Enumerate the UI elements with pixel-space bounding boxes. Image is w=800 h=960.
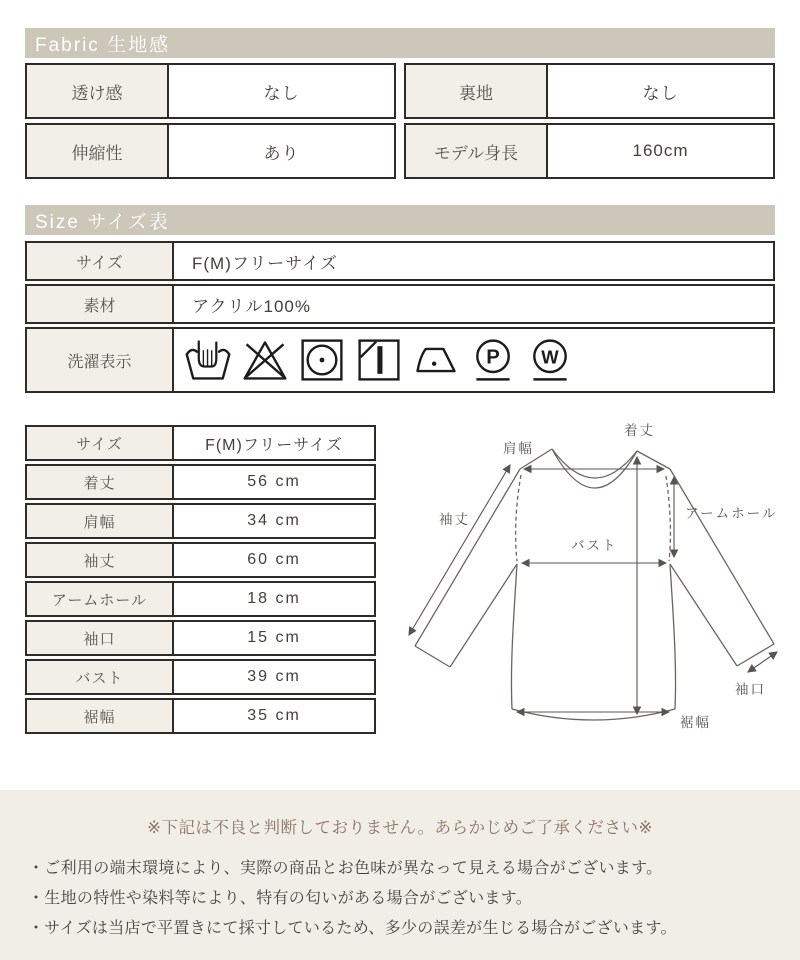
measure-value: 15 cm [247, 629, 301, 646]
measure-row-shoulder [25, 503, 376, 539]
measurements-table [25, 425, 376, 734]
garment-measurement-diagram [397, 413, 792, 753]
fabric-value: 160cm [632, 141, 689, 160]
measure-label: 袖口 [27, 622, 174, 654]
diagram-label-armhole: アームホール [685, 506, 778, 521]
care-label: 洗濯表示 [27, 329, 174, 391]
fabric-value: あり [263, 143, 300, 163]
measure-row-armhole [25, 581, 376, 617]
measure-value: 56 cm [247, 473, 301, 490]
diagram-label-shoulder: 肩幅 [503, 441, 534, 456]
measure-label: サイズ [27, 427, 174, 459]
care-symbols [174, 329, 773, 391]
garment-outline [415, 449, 774, 720]
disclaimer-list [28, 854, 772, 944]
measure-label: 裾幅 [27, 700, 174, 732]
size-section-title: Size サイズ表 [35, 211, 170, 233]
fabric-value: なし [263, 83, 300, 103]
disclaimer-section [0, 790, 800, 960]
measurements-header-row [25, 425, 376, 461]
disclaimer-item: ・ご利用の端末環境により、実際の商品とお色味が異なって見える場合がございます。 [28, 860, 663, 877]
diagram-label-hem: 裾幅 [680, 715, 711, 730]
fabric-section-title: Fabric 生地感 [35, 34, 171, 56]
measurements-area [25, 423, 778, 755]
measure-row-cuff [25, 620, 376, 656]
size-info-value: F(M)フリーサイズ [192, 253, 338, 273]
disclaimer-title: ※下記は不良と判断しておりません。あらかじめご了承ください※ [147, 819, 653, 837]
diagram-label-length: 着丈 [624, 423, 655, 438]
measure-label: 着丈 [27, 466, 174, 498]
fabric-value: なし [642, 83, 679, 103]
material-label: 素材 [27, 286, 174, 322]
diagram-label-bust: バスト [571, 538, 618, 553]
diagram-label-cuff: 袖口 [735, 682, 766, 697]
disclaimer-item: ・生地の特性や染料等により、特有の匂いがある場合がございます。 [28, 890, 533, 907]
fabric-cell-lining [404, 63, 775, 119]
fabric-section-header [25, 28, 775, 58]
material-value: アクリル100% [192, 296, 311, 316]
diagram-label-sleeve-length: 袖丈 [439, 512, 470, 527]
measure-value: 39 cm [247, 668, 301, 685]
iron-low-icon [412, 336, 460, 384]
dry-clean-letter: P [486, 346, 500, 369]
measure-value: 18 cm [247, 590, 301, 607]
fabric-row [25, 63, 775, 119]
measure-value: 34 cm [247, 512, 301, 529]
measure-label: 肩幅 [27, 505, 174, 537]
dry-clean-p-icon [469, 336, 517, 384]
fabric-row [25, 123, 775, 179]
size-info-table [25, 241, 775, 393]
wet-clean-w-icon [526, 336, 574, 384]
fabric-table [25, 63, 775, 179]
size-info-label: サイズ [27, 243, 174, 279]
fabric-cell-stretch [25, 123, 396, 179]
tumble-dry-low-icon [298, 336, 346, 384]
measure-row-sleeve [25, 542, 376, 578]
measure-value: 35 cm [247, 707, 301, 724]
size-section-header [25, 205, 775, 235]
do-not-bleach-icon [241, 336, 289, 384]
material-info-row [25, 284, 775, 324]
measure-value: 60 cm [247, 551, 301, 568]
hand-wash-icon [184, 336, 232, 384]
wet-clean-letter: W [541, 346, 559, 368]
line-dry-shade-icon [355, 336, 403, 384]
measurement-arrows [409, 457, 777, 714]
fabric-cell-model-height [404, 123, 775, 179]
fabric-label: モデル身長 [406, 125, 548, 177]
measure-row-hem [25, 698, 376, 734]
fabric-label: 伸縮性 [27, 125, 169, 177]
fabric-label: 裏地 [406, 65, 548, 117]
fabric-label: 透け感 [27, 65, 169, 117]
measure-label: 袖丈 [27, 544, 174, 576]
measure-label: アームホール [27, 583, 174, 615]
fabric-cell-sheerness [25, 63, 396, 119]
care-instructions-row [25, 327, 775, 393]
measure-row-bust [25, 659, 376, 695]
measure-value: F(M)フリーサイズ [205, 436, 343, 454]
size-info-row [25, 241, 775, 281]
measure-label: バスト [27, 661, 174, 693]
disclaimer-item: ・サイズは当店で平置きにて採寸しているため、多少の誤差が生じる場合がございます。 [28, 920, 677, 937]
measure-row-length [25, 464, 376, 500]
